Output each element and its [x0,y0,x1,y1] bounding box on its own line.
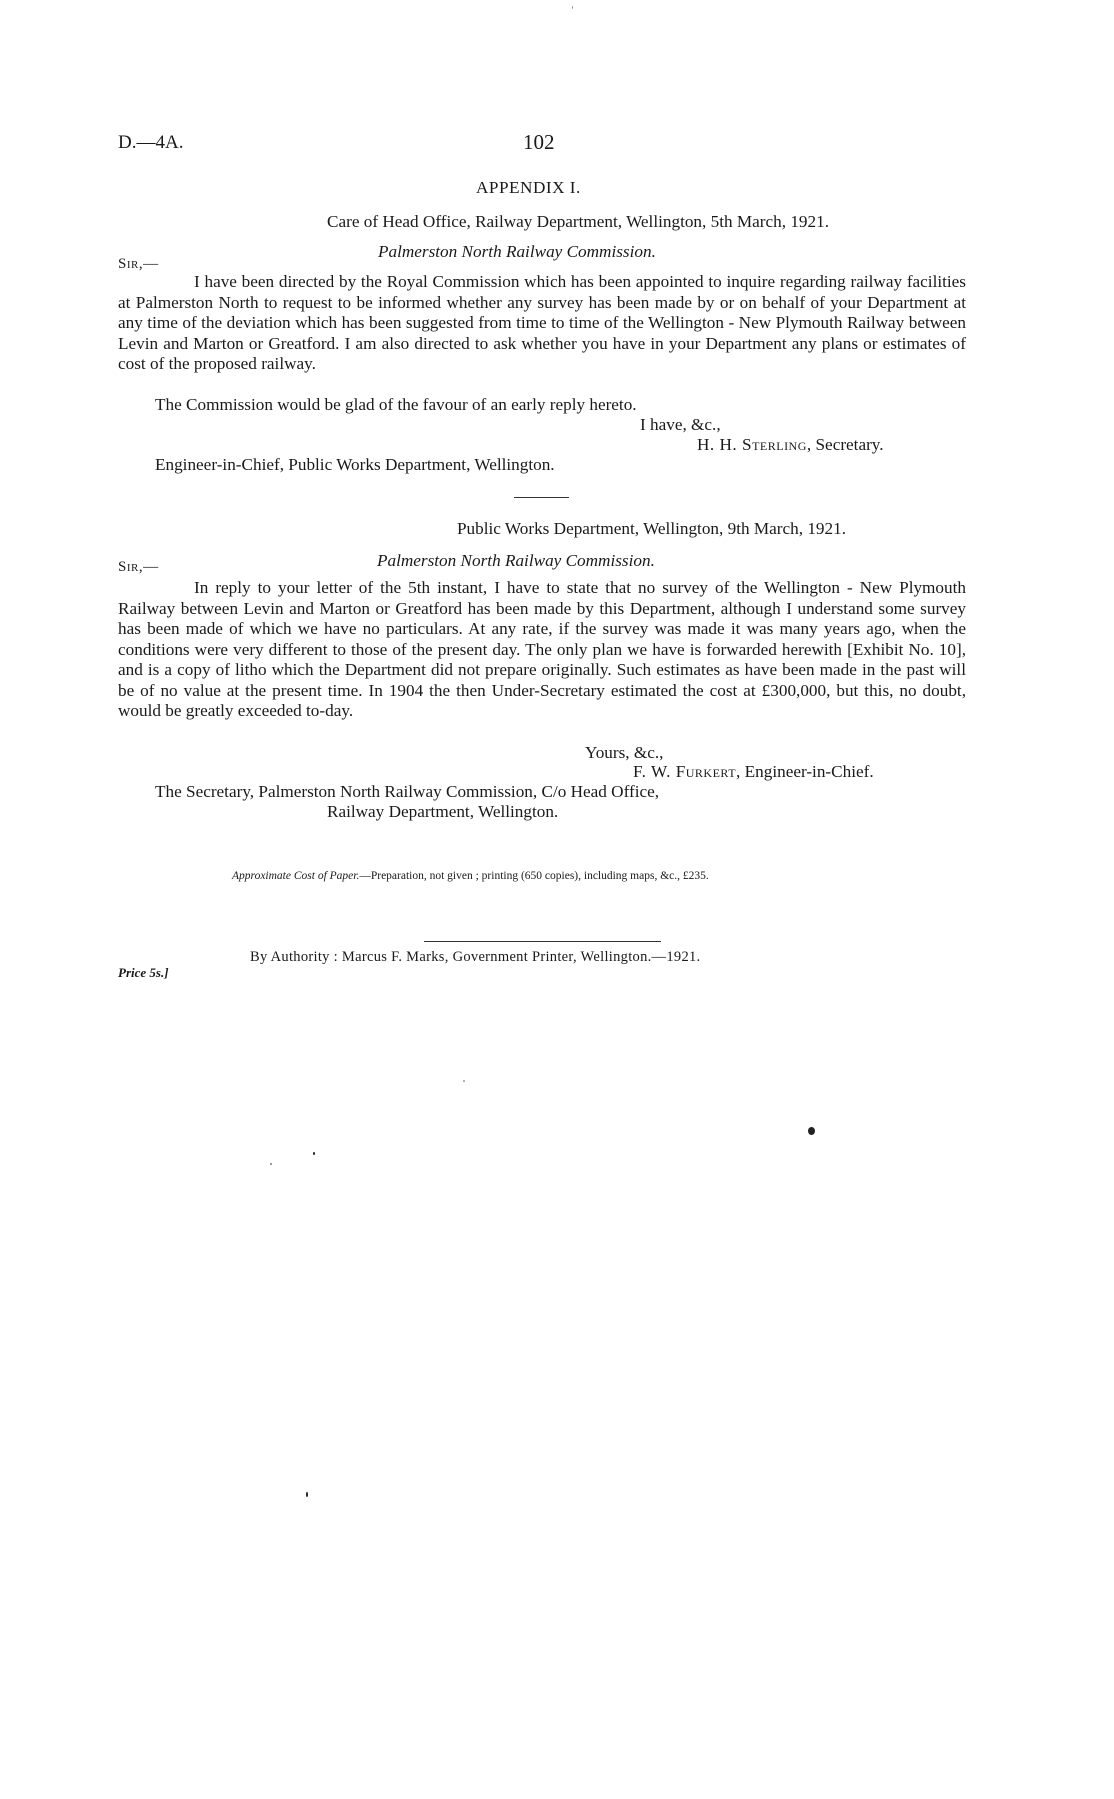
appendix-title: APPENDIX I. [476,178,581,197]
letter1-address: Care of Head Office, Railway Department, Wellington, 5th March, 1921. [327,212,830,231]
scan-speck [808,1127,815,1135]
scan-speck [270,1163,272,1165]
printer-separator [424,941,661,942]
letter2-signatory-title: , Engineer-in-Chief. [736,762,874,781]
letter2-recipient-line1: The Secretary, Palmerston North Railway Commission, C/o Head Office, [155,782,660,801]
letter1-salutation: Sir,— [118,256,159,272]
letter1-paragraph-2-text: The Commission would be glad of the favour of an early reply hereto. [155,395,637,414]
scan-speck [313,1152,315,1155]
letter2-recipient-line2: Railway Department, Wellington. [327,802,559,821]
letter1-paragraph-2 [118,395,966,416]
letter1-signatory-title: , Secretary. [806,435,884,454]
letter-separator [514,497,569,498]
letter2-address: Public Works Department, Wellington, 9th March, 1921. [457,519,846,538]
letter1-signatory-name: H. H. Sterling [697,435,807,454]
letter1-recipient: Engineer-in-Chief, Public Works Department, Wellington. [155,455,555,474]
letter2-paragraph [118,578,966,722]
authority-line: By Authority : Marcus F. Marks, Government Printer, Wellington.—1921. [250,949,701,965]
letter1-subject: Palmerston North Railway Commission. [378,242,656,261]
document-reference: D.—4A. [118,132,184,153]
cost-of-paper-note [232,870,709,882]
cost-label: Approximate Cost of Paper. [232,870,360,882]
letter2-subject: Palmerston North Railway Commission. [377,551,655,570]
price-note: Price 5s.] [118,965,169,980]
scan-speck [572,6,573,9]
letter2-signatory-name: F. W. Furkert [633,762,737,781]
letter2-signature [633,762,874,783]
letter1-closing: I have, &c., [640,415,721,434]
scan-speck [463,1080,465,1082]
scan-speck [306,1492,308,1497]
letter1-paragraph-text: I have been directed by the Royal Commission which has been appointed to inquire regarding railway facilities at Palmerston North to request to be informed whether any survey has been made by or on behalf of your Department at any time of the deviation which has been suggested from time to time of the Wellington - New Plymouth Railway between Levin and Marton or Greatford. I am also directed to ask whether you have in your Department any plans or estimates of cost of the proposed railway. [118,272,966,373]
letter2-paragraph-text: In reply to your letter of the 5th instant, I have to state that no survey of the Wellington - New Plymouth Railway between Levin and Marton or Greatford has been made by this Department, although I understand some survey has been made of which we have no particulars. At any rate, if the survey was made it was many years ago, when the conditions were very different to those of the present day. The only plan we have is forwarded herewith [Exhibit No. 10], and is a copy of litho which the Department did not prepare originally. Such estimates as have been made in the past will be of no value at the present time. In 1904 the then Under-Secretary estimated the cost at £300,000, but this, no doubt, would be greatly exceeded to-day. [118,578,966,720]
letter2-closing: Yours, &c., [585,743,664,762]
page-number: 102 [523,130,555,154]
letter1-signature [697,435,884,456]
letter2-salutation: Sir,— [118,559,159,575]
cost-text: —Preparation, not given ; printing (650 copies), including maps, &c., £235. [359,870,709,882]
letter1-paragraph [118,272,966,375]
